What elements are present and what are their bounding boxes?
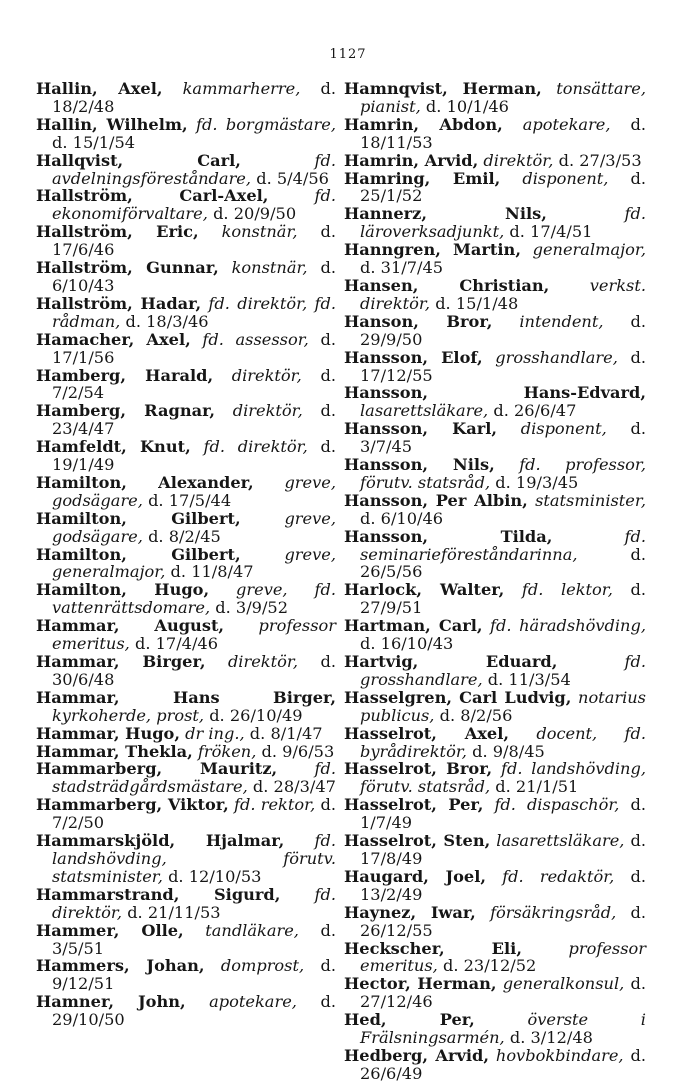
register-entry xyxy=(36,331,336,367)
register-entry xyxy=(36,80,336,116)
entry-date: d. 9/8/45 xyxy=(472,741,545,761)
register-entry xyxy=(344,116,646,152)
register-entry xyxy=(36,689,336,725)
entry-title: verkst. direktör, xyxy=(360,275,646,313)
register-entry xyxy=(344,617,646,653)
entry-title: fd. assessor, xyxy=(202,329,309,349)
entry-name: Hansson, Karl, xyxy=(344,419,498,439)
entry-title: fd. lektor, xyxy=(521,580,613,600)
entry-title: hovbokbindare, xyxy=(495,1045,624,1065)
register-entry xyxy=(344,241,646,277)
entry-title: greve, godsägare, xyxy=(52,508,336,546)
entry-name: Hansson, Per Albin, xyxy=(344,490,528,510)
left-column xyxy=(36,80,336,1029)
register-entry xyxy=(344,725,646,761)
entry-name: Hallström, Eric, xyxy=(36,222,199,242)
register-entry xyxy=(344,349,646,385)
entry-date: d. 8/2/45 xyxy=(148,526,221,546)
entry-name: Hammar, Thekla, xyxy=(36,741,193,761)
entry-date: d. 15/1/48 xyxy=(435,293,519,313)
entry-title: fd. avdelningsföreståndare, xyxy=(52,150,336,188)
entry-title: professor emeritus, xyxy=(52,616,336,654)
entry-title: tonsättare, pianist, xyxy=(360,79,646,116)
register-entry xyxy=(344,456,646,492)
entry-date: d. 26/5/56 xyxy=(360,544,646,582)
entry-name: Hammarberg, Mauritz, xyxy=(36,759,278,779)
entry-title: fd. landshövding, förutv. statsminister, xyxy=(52,831,336,886)
entry-date: d. 16/10/43 xyxy=(360,634,454,654)
entry-date: d. 26/6/47 xyxy=(493,401,577,421)
entry-title: greve, godsägare, xyxy=(52,472,336,510)
entry-date: d. 29/10/50 xyxy=(52,992,336,1030)
entry-name: Hammers, Johan, xyxy=(36,956,205,976)
entry-date: d. 6/10/43 xyxy=(52,258,336,295)
entry-name: Hasselrot, Sten, xyxy=(344,831,491,851)
entry-title: apotekare, xyxy=(522,114,611,134)
entry-date: d. 19/3/45 xyxy=(495,472,579,492)
entry-name: Haynez, Iwar, xyxy=(344,902,476,922)
register-entry xyxy=(36,402,336,438)
entry-date: d. 7/2/50 xyxy=(52,795,336,833)
entry-name: Hammarberg, Viktor, xyxy=(36,795,229,815)
register-entry xyxy=(36,187,336,223)
entry-date: d. 17/8/49 xyxy=(360,831,646,868)
entry-title: fd. seminarieföreståndarinna, xyxy=(360,526,646,564)
entry-name: Hallström, Gunnar, xyxy=(36,258,219,278)
entry-date: d. 8/1/47 xyxy=(249,723,323,743)
entry-date: d. 19/1/49 xyxy=(52,437,336,475)
entry-date: d. 3/7/45 xyxy=(360,419,646,457)
entry-date: d. 17/4/46 xyxy=(134,634,219,654)
entry-title: tandläkare, xyxy=(205,920,299,940)
entry-title: greve, generalmajor, xyxy=(52,544,336,582)
entry-name: Hanson, Bror, xyxy=(344,311,493,331)
entry-date: d. 11/8/47 xyxy=(170,562,254,582)
entry-name: Hamberg, Harald, xyxy=(36,365,214,385)
register-entry xyxy=(344,796,646,832)
entry-title: fd. ekonomiförvaltare, xyxy=(52,186,336,224)
entry-date: d. 27/3/53 xyxy=(558,150,642,170)
register-entry xyxy=(344,975,646,1011)
entry-name: Hamrin, Arvid, xyxy=(344,150,479,170)
entry-name: Hector, Herman, xyxy=(344,974,497,994)
entry-name: Hannerz, Nils, xyxy=(344,204,547,224)
register-entry xyxy=(36,922,336,958)
entry-date: d. 3/5/51 xyxy=(52,920,336,958)
entry-date: d. 3/9/52 xyxy=(215,598,289,618)
register-entry xyxy=(36,510,336,546)
register-entry xyxy=(344,205,646,241)
entry-title: fd. direktör, xyxy=(52,884,336,922)
register-entry xyxy=(344,581,646,617)
entry-title: fd. professor, förutv. statsråd, xyxy=(360,455,646,492)
register-entry xyxy=(344,492,646,528)
page-number: 1127 xyxy=(329,47,367,62)
entry-title: fd. redaktör, xyxy=(502,866,615,886)
register-entry xyxy=(36,474,336,510)
entry-name: Hartvig, Eduard, xyxy=(344,652,558,671)
entry-title: disponent, xyxy=(520,419,607,439)
entry-date: d. 17/4/51 xyxy=(509,222,593,242)
entry-date: d. 1/7/49 xyxy=(360,795,646,833)
register-entry xyxy=(36,760,336,796)
register-entry xyxy=(36,152,336,188)
entry-title: överste i Frälsningsarmén, xyxy=(360,1010,646,1048)
entry-name: Hamilton, Gilbert, xyxy=(36,508,241,528)
register-entry xyxy=(344,384,646,420)
register-entry xyxy=(36,993,336,1029)
register-entry xyxy=(36,259,336,295)
entry-title: konstnär, xyxy=(221,222,298,242)
entry-title: fd. landshövding, förutv. statsråd, xyxy=(360,759,646,797)
register-entry xyxy=(344,1047,646,1083)
entry-name: Hammer, Olle, xyxy=(36,920,184,940)
register-entry xyxy=(344,832,646,868)
register-entry xyxy=(36,223,336,259)
entry-title: apotekare, xyxy=(209,992,297,1012)
entry-name: Hartman, Carl, xyxy=(344,616,483,636)
entry-date: d. 23/12/52 xyxy=(442,956,537,976)
entry-name: Hallin, Wilhelm, xyxy=(36,114,188,134)
register-entry xyxy=(344,940,646,976)
entry-title: greve, fd. vattenrättsdomare, xyxy=(52,580,336,618)
entry-title: kyrkoherde, prost, xyxy=(52,705,205,725)
entry-title: dr ing., xyxy=(185,723,245,743)
entry-title: direktör, xyxy=(232,401,303,421)
entry-name: Hansen, Christian, xyxy=(344,275,550,295)
entry-name: Hamilton, Hugo, xyxy=(36,580,210,600)
entry-date: d. 17/6/46 xyxy=(52,222,336,260)
register-entry xyxy=(344,904,646,940)
entry-name: Hammarstrand, Sigurd, xyxy=(36,884,281,904)
entry-date: d. 26/10/49 xyxy=(209,705,303,725)
register-entry xyxy=(344,313,646,349)
register-entry xyxy=(36,653,336,689)
entry-date: d. 3/12/48 xyxy=(509,1028,593,1048)
entry-date: d. 30/6/48 xyxy=(52,652,336,689)
entry-date: d. 17/5/44 xyxy=(148,490,232,510)
register-entry xyxy=(36,796,336,832)
register-entry xyxy=(344,653,646,689)
entry-date: d. 21/1/51 xyxy=(495,777,579,797)
entry-title: konstnär, xyxy=(231,258,308,278)
entry-name: Hammar, Hugo, xyxy=(36,723,180,743)
register-entry xyxy=(36,743,336,761)
entry-name: Hansson, Nils, xyxy=(344,455,495,475)
entry-name: Hallqvist, Carl, xyxy=(36,150,241,170)
entry-name: Hamilton, Gilbert, xyxy=(36,544,241,564)
register-entry xyxy=(344,277,646,313)
entry-title: lasarettsläkare, xyxy=(496,831,625,851)
entry-title: docent, fd. byrådirektör, xyxy=(360,723,646,761)
register-entry xyxy=(344,170,646,206)
register-entry xyxy=(344,689,646,725)
entry-title: domprost, xyxy=(220,956,305,976)
entry-title: fd. häradshövding, xyxy=(490,616,646,636)
entry-name: Hansson, Tilda, xyxy=(344,526,553,546)
entry-name: Hammarskjöld, Hjalmar, xyxy=(36,831,285,851)
entry-name: Hallin, Axel, xyxy=(36,79,163,98)
entry-date: d. 17/1/56 xyxy=(52,329,336,367)
register-entry xyxy=(36,367,336,403)
register-entry xyxy=(36,832,336,886)
entry-date: d. 29/9/50 xyxy=(360,311,646,349)
right-column xyxy=(344,80,646,1083)
entry-date: d. 28/3/47 xyxy=(252,777,336,797)
entry-title: professor emeritus, xyxy=(360,938,646,976)
entry-date: d. 20/9/50 xyxy=(213,204,297,224)
entry-name: Hedberg, Arvid, xyxy=(344,1045,489,1065)
entry-name: Hed, Per, xyxy=(344,1010,475,1030)
entry-name: Hanngren, Martin, xyxy=(344,240,521,260)
entry-name: Hallström, Carl-Axel, xyxy=(36,186,269,206)
register-entry xyxy=(36,295,336,331)
entry-date: d. 23/4/47 xyxy=(52,401,336,439)
register-entry xyxy=(344,80,646,116)
entry-title: generalkonsul, xyxy=(502,974,625,994)
entry-title: direktör, xyxy=(227,652,298,671)
entry-name: Hansson, Elof, xyxy=(344,347,483,367)
entry-name: Hamfeldt, Knut, xyxy=(36,437,191,457)
entry-date: d. 7/2/54 xyxy=(52,365,336,403)
entry-name: Hamner, John, xyxy=(36,992,186,1012)
entry-date: d. 26/6/49 xyxy=(360,1045,646,1083)
entry-title: fd. direktör, xyxy=(203,437,308,457)
entry-date: d. 9/12/51 xyxy=(52,956,336,994)
register-entry xyxy=(344,528,646,582)
register-entry xyxy=(36,438,336,474)
entry-title: fd. stadsträdgårdsmästare, xyxy=(52,759,336,797)
entry-name: Hasselrot, Bror, xyxy=(344,759,493,779)
entry-title: fröken, xyxy=(197,741,257,761)
entry-title: generalmajor, xyxy=(532,240,646,260)
entry-date: d. 18/3/46 xyxy=(125,311,209,331)
entry-date: d. 18/11/53 xyxy=(360,114,646,152)
entry-name: Hammar, Hans Birger, xyxy=(36,687,336,707)
entry-date: d. 13/2/49 xyxy=(360,866,646,904)
register-entry xyxy=(344,760,646,796)
entry-name: Heckscher, Eli, xyxy=(344,938,522,958)
entry-date: d. 27/9/51 xyxy=(360,580,646,618)
entry-title: fd. grosshandlare, xyxy=(360,652,646,689)
entry-date: d. 25/1/52 xyxy=(360,168,646,206)
entry-name: Hallström, Hadar, xyxy=(36,293,202,313)
entry-name: Hammar, Birger, xyxy=(36,652,206,671)
entry-date: d. 31/7/45 xyxy=(360,258,444,278)
register-entry xyxy=(344,420,646,456)
entry-date: d. 26/12/55 xyxy=(360,902,646,940)
entry-name: Hamberg, Ragnar, xyxy=(36,401,216,421)
register-entry xyxy=(36,886,336,922)
entry-name: Hamrin, Abdon, xyxy=(344,114,503,134)
entry-date: d. 27/12/46 xyxy=(360,974,646,1012)
entry-date: d. 12/10/53 xyxy=(168,866,262,886)
register-entry xyxy=(344,152,646,170)
entry-title: fd. dispaschör, xyxy=(494,795,620,815)
entry-name: Hasselrot, Axel, xyxy=(344,723,510,743)
entry-title: intendent, xyxy=(519,311,604,331)
entry-title: försäkringsråd, xyxy=(490,902,617,922)
entry-name: Harlock, Walter, xyxy=(344,580,505,600)
entry-date: d. 5/4/56 xyxy=(256,168,329,188)
entry-date: d. 9/6/53 xyxy=(261,741,335,761)
entry-title: fd. direktör, fd. rådman, xyxy=(52,293,337,331)
entry-title: notarius publicus, xyxy=(360,687,646,725)
entry-name: Hamring, Emil, xyxy=(344,168,501,188)
entry-title: fd. borgmästare, xyxy=(196,114,336,134)
entry-name: Hasselrot, Per, xyxy=(344,795,484,815)
entry-title: fd. läroverksadjunkt, xyxy=(360,204,646,242)
entry-date: d. 18/2/48 xyxy=(52,79,336,116)
entry-name: Hasselgren, Carl Ludvig, xyxy=(344,687,572,707)
entry-date: d. 10/1/46 xyxy=(425,96,509,116)
entry-title: direktör, xyxy=(483,150,554,170)
entry-title: direktör, xyxy=(231,365,302,385)
register-entry xyxy=(36,581,336,617)
entry-title: kammarherre, xyxy=(182,79,301,98)
entry-name: Haugard, Joel, xyxy=(344,866,487,886)
entry-title: statsminister, xyxy=(535,490,646,510)
entry-name: Hamnqvist, Herman, xyxy=(344,79,542,98)
entry-name: Hansson, Hans-Edvard, xyxy=(344,383,646,403)
entry-title: grosshandlare, xyxy=(495,347,618,367)
entry-name: Hamilton, Alexander, xyxy=(36,472,254,492)
entry-date: d. 6/10/46 xyxy=(360,508,444,528)
entry-name: Hammar, August, xyxy=(36,616,225,636)
register-entry xyxy=(36,957,336,993)
register-entry xyxy=(36,725,336,743)
entry-date: d. 8/2/56 xyxy=(439,705,513,725)
entry-date: d. 11/3/54 xyxy=(487,669,571,689)
entry-title: fd. rektor, xyxy=(234,795,316,815)
register-entry xyxy=(36,546,336,582)
entry-date: d. 15/1/54 xyxy=(52,132,136,152)
entry-date: d. 21/11/53 xyxy=(127,902,221,922)
register-entry xyxy=(344,1011,646,1047)
entry-title: disponent, xyxy=(522,168,609,188)
register-entry xyxy=(36,617,336,653)
register-entry xyxy=(344,868,646,904)
register-entry xyxy=(36,116,336,152)
entry-name: Hamacher, Axel, xyxy=(36,329,191,349)
entry-date: d. 17/12/55 xyxy=(360,347,646,385)
entry-title: lasarettsläkare, xyxy=(360,401,489,421)
